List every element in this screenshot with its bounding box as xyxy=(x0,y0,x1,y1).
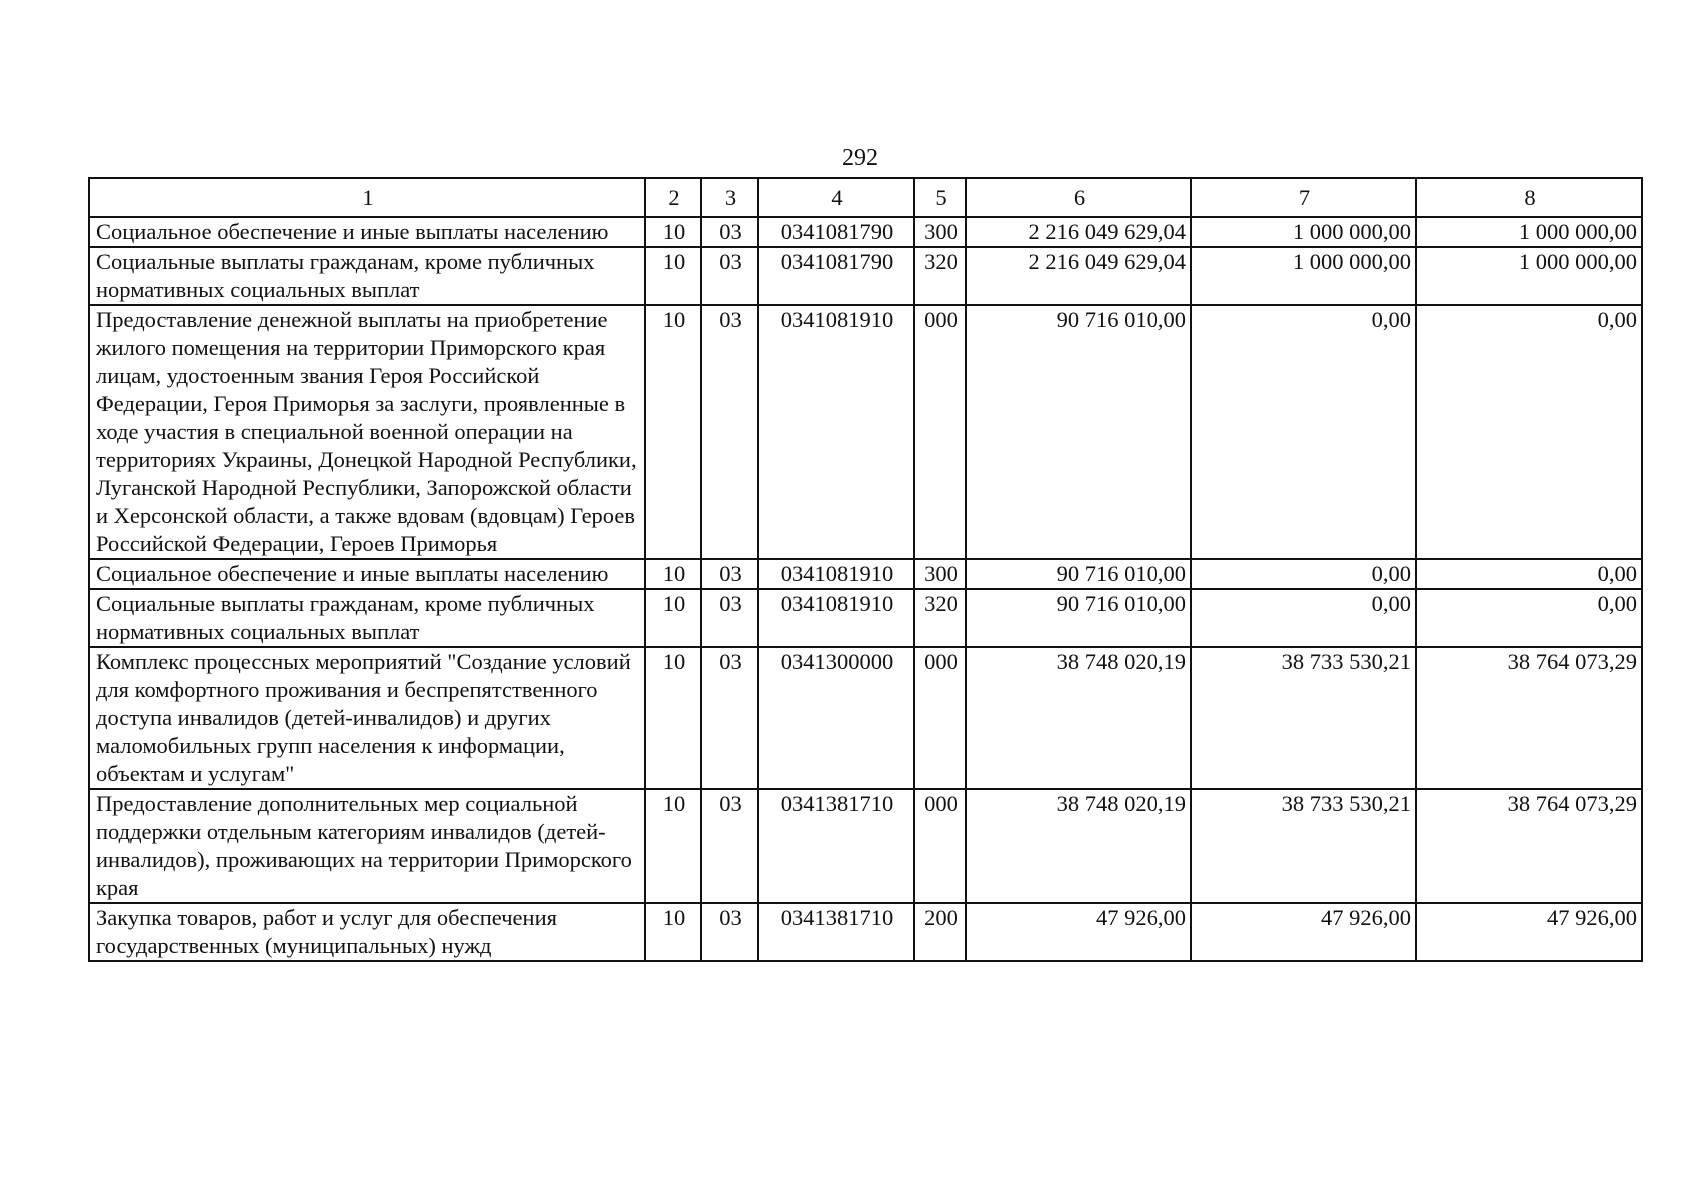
row-name: Закупка товаров, работ и услуг для обеспечения государственных (муниципальных) нужд xyxy=(89,903,645,961)
row-expense-type: 000 xyxy=(914,789,966,903)
row-section: 10 xyxy=(645,589,701,647)
row-name: Социальные выплаты гражданам, кроме публичных нормативных социальных выплат xyxy=(89,247,645,305)
row-amount-2: 0,00 xyxy=(1191,559,1416,589)
row-amount-1: 2 216 049 629,04 xyxy=(966,217,1191,247)
column-header-4: 4 xyxy=(758,178,914,217)
row-amount-1: 90 716 010,00 xyxy=(966,559,1191,589)
row-target-article: 0341300000 xyxy=(758,647,914,789)
row-subsection: 03 xyxy=(701,217,758,247)
row-name: Социальное обеспечение и иные выплаты населению xyxy=(89,559,645,589)
row-target-article: 0341381710 xyxy=(758,789,914,903)
table-row xyxy=(89,305,1642,559)
row-name: Социальное обеспечение и иные выплаты населению xyxy=(89,217,645,247)
row-amount-1: 38 748 020,19 xyxy=(966,789,1191,903)
row-section: 10 xyxy=(645,789,701,903)
table-row xyxy=(89,217,1642,247)
row-amount-3: 1 000 000,00 xyxy=(1416,217,1642,247)
column-header-6: 6 xyxy=(966,178,1191,217)
column-header-7: 7 xyxy=(1191,178,1416,217)
row-amount-1: 2 216 049 629,04 xyxy=(966,247,1191,305)
row-name: Предоставление дополнительных мер социальной поддержки отдельным категориям инвалидов (детей-инвалидов), проживающих на территории Приморского края xyxy=(89,789,645,903)
row-expense-type: 300 xyxy=(914,559,966,589)
row-amount-2: 38 733 530,21 xyxy=(1191,647,1416,789)
row-amount-2: 0,00 xyxy=(1191,589,1416,647)
row-subsection: 03 xyxy=(701,647,758,789)
row-target-article: 0341081790 xyxy=(758,247,914,305)
row-amount-3: 38 764 073,29 xyxy=(1416,647,1642,789)
row-subsection: 03 xyxy=(701,903,758,961)
row-name: Комплекс процессных мероприятий "Создание условий для комфортного проживания и беспрепятственного доступа инвалидов (детей-инвалидов) и других маломобильных групп населения к информации, объектам и услугам" xyxy=(89,647,645,789)
row-expense-type: 320 xyxy=(914,589,966,647)
row-section: 10 xyxy=(645,305,701,559)
row-name: Предоставление денежной выплаты на приобретение жилого помещения на территории Приморского края лицам, удостоенным звания Героя Российской Федерации, Героя Приморья за заслуги, проявленные в ходе участия в специальной военной операции на территориях Украины, Донецкой Народной Республики, Луганской Народной Республики, Запорожской области и Херсонской области, а также вдовам (вдовцам) Героев Российской Федерации, Героев Приморья xyxy=(89,305,645,559)
table-row xyxy=(89,789,1642,903)
row-name: Социальные выплаты гражданам, кроме публичных нормативных социальных выплат xyxy=(89,589,645,647)
row-amount-3: 38 764 073,29 xyxy=(1416,789,1642,903)
row-expense-type: 320 xyxy=(914,247,966,305)
budget-table xyxy=(88,177,1643,962)
row-section: 10 xyxy=(645,217,701,247)
row-target-article: 0341081910 xyxy=(758,305,914,559)
header-row xyxy=(89,178,1642,217)
table-row xyxy=(89,247,1642,305)
row-expense-type: 000 xyxy=(914,305,966,559)
row-expense-type: 200 xyxy=(914,903,966,961)
column-header-2: 2 xyxy=(645,178,701,217)
column-header-5: 5 xyxy=(914,178,966,217)
row-subsection: 03 xyxy=(701,247,758,305)
row-amount-2: 38 733 530,21 xyxy=(1191,789,1416,903)
row-amount-2: 1 000 000,00 xyxy=(1191,217,1416,247)
row-amount-1: 47 926,00 xyxy=(966,903,1191,961)
row-subsection: 03 xyxy=(701,589,758,647)
row-amount-1: 90 716 010,00 xyxy=(966,305,1191,559)
row-target-article: 0341381710 xyxy=(758,903,914,961)
row-section: 10 xyxy=(645,247,701,305)
row-expense-type: 000 xyxy=(914,647,966,789)
column-header-8: 8 xyxy=(1416,178,1642,217)
row-subsection: 03 xyxy=(701,305,758,559)
table-row xyxy=(89,647,1642,789)
row-amount-3: 1 000 000,00 xyxy=(1416,247,1642,305)
row-target-article: 0341081910 xyxy=(758,589,914,647)
row-amount-2: 47 926,00 xyxy=(1191,903,1416,961)
table-row xyxy=(89,589,1642,647)
row-subsection: 03 xyxy=(701,559,758,589)
row-amount-2: 0,00 xyxy=(1191,305,1416,559)
table-row xyxy=(89,559,1642,589)
row-amount-1: 90 716 010,00 xyxy=(966,589,1191,647)
row-section: 10 xyxy=(645,903,701,961)
row-expense-type: 300 xyxy=(914,217,966,247)
row-target-article: 0341081910 xyxy=(758,559,914,589)
row-subsection: 03 xyxy=(701,789,758,903)
row-amount-2: 1 000 000,00 xyxy=(1191,247,1416,305)
column-header-1: 1 xyxy=(89,178,645,217)
row-amount-1: 38 748 020,19 xyxy=(966,647,1191,789)
table-row xyxy=(89,903,1642,961)
row-section: 10 xyxy=(645,559,701,589)
row-amount-3: 0,00 xyxy=(1416,305,1642,559)
row-amount-3: 0,00 xyxy=(1416,559,1642,589)
row-amount-3: 47 926,00 xyxy=(1416,903,1642,961)
row-amount-3: 0,00 xyxy=(1416,589,1642,647)
row-target-article: 0341081790 xyxy=(758,217,914,247)
column-header-3: 3 xyxy=(701,178,758,217)
page-number: 292 xyxy=(842,145,878,171)
row-section: 10 xyxy=(645,647,701,789)
